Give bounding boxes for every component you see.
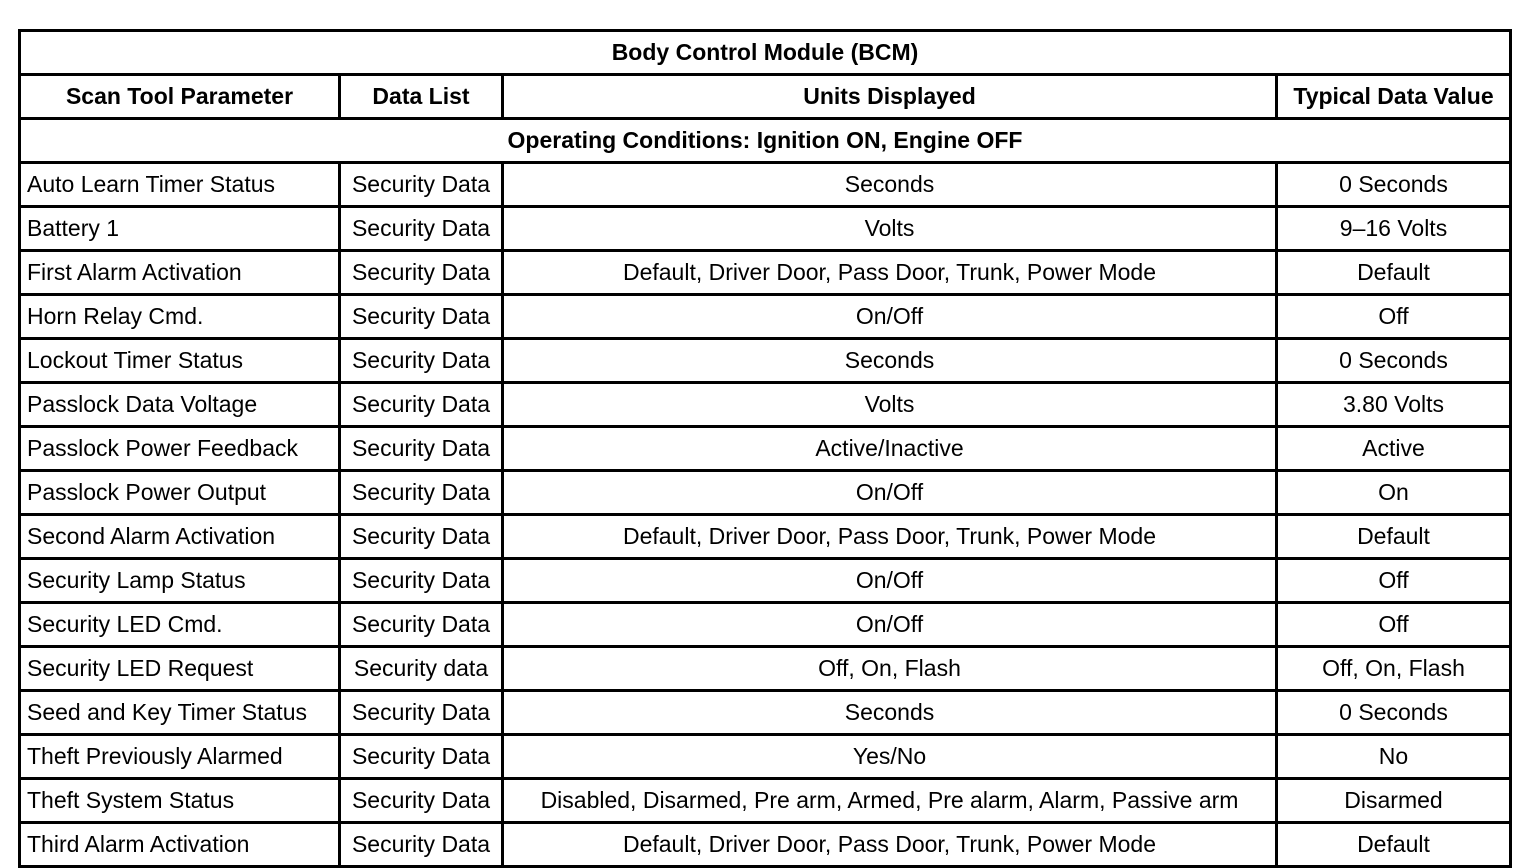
parameter-cell: Security Lamp Status [20,559,340,603]
table-row [20,735,1511,779]
parameter-cell: Seed and Key Timer Status [20,691,340,735]
units-cell: On/Off [503,559,1277,603]
units-cell: On/Off [503,295,1277,339]
typical-value-cell: Off, On, Flash [1277,647,1511,691]
typical-value-cell: Disarmed [1277,779,1511,823]
units-cell: On/Off [503,603,1277,647]
units-cell: Volts [503,383,1277,427]
units-cell: Default, Driver Door, Pass Door, Trunk, Power Mode [503,251,1277,295]
table-row [20,383,1511,427]
conditions-row [20,119,1511,163]
data-list-cell: Security Data [340,471,503,515]
parameter-cell: Battery 1 [20,207,340,251]
table-row [20,559,1511,603]
typical-value-cell: Default [1277,515,1511,559]
data-list-cell: Security Data [340,383,503,427]
typical-value-cell: 9–16 Volts [1277,207,1511,251]
typical-value-cell: Default [1277,823,1511,867]
data-list-cell: Security Data [340,339,503,383]
table-row [20,295,1511,339]
header-row [20,75,1511,119]
title-row [20,31,1511,75]
parameter-cell: Horn Relay Cmd. [20,295,340,339]
header-data-list: Data List [340,75,503,119]
typical-value-cell: 0 Seconds [1277,691,1511,735]
typical-value-cell: 0 Seconds [1277,163,1511,207]
table-row [20,207,1511,251]
header-units-displayed: Units Displayed [503,75,1277,119]
typical-value-cell: Default [1277,251,1511,295]
parameter-cell: Lockout Timer Status [20,339,340,383]
table-row [20,251,1511,295]
data-list-cell: Security Data [340,515,503,559]
table-body [20,163,1511,867]
table-row [20,339,1511,383]
table-row [20,647,1511,691]
table-row [20,603,1511,647]
parameter-cell: Theft Previously Alarmed [20,735,340,779]
units-cell: Seconds [503,163,1277,207]
data-list-cell: Security Data [340,779,503,823]
typical-value-cell: Off [1277,559,1511,603]
typical-value-cell: No [1277,735,1511,779]
typical-value-cell: Off [1277,295,1511,339]
units-cell: Seconds [503,339,1277,383]
table-title: Body Control Module (BCM) [20,31,1511,75]
header-typical-data-value: Typical Data Value [1277,75,1511,119]
units-cell: Active/Inactive [503,427,1277,471]
typical-value-cell: Active [1277,427,1511,471]
data-list-cell: Security Data [340,691,503,735]
data-list-cell: Security Data [340,295,503,339]
parameter-cell: Security LED Request [20,647,340,691]
table-row [20,779,1511,823]
units-cell: Volts [503,207,1277,251]
data-list-cell: Security Data [340,735,503,779]
units-cell: Default, Driver Door, Pass Door, Trunk, Power Mode [503,823,1277,867]
units-cell: Yes/No [503,735,1277,779]
parameter-cell: First Alarm Activation [20,251,340,295]
typical-value-cell: On [1277,471,1511,515]
parameter-cell: Theft System Status [20,779,340,823]
parameter-cell: Passlock Data Voltage [20,383,340,427]
units-cell: On/Off [503,471,1277,515]
header-scan-tool-parameter: Scan Tool Parameter [20,75,340,119]
parameter-cell: Second Alarm Activation [20,515,340,559]
data-list-cell: Security Data [340,823,503,867]
parameter-cell: Passlock Power Feedback [20,427,340,471]
data-list-cell: Security Data [340,207,503,251]
parameter-cell: Auto Learn Timer Status [20,163,340,207]
units-cell: Disabled, Disarmed, Pre arm, Armed, Pre alarm, Alarm, Passive arm [503,779,1277,823]
units-cell: Default, Driver Door, Pass Door, Trunk, Power Mode [503,515,1277,559]
table-row [20,691,1511,735]
bcm-data-table [18,29,1512,868]
parameter-cell: Security LED Cmd. [20,603,340,647]
table-row [20,515,1511,559]
operating-conditions: Operating Conditions: Ignition ON, Engine OFF [20,119,1511,163]
table-row [20,163,1511,207]
data-list-cell: Security Data [340,603,503,647]
data-list-cell: Security Data [340,427,503,471]
parameter-cell: Third Alarm Activation [20,823,340,867]
table-row [20,427,1511,471]
data-list-cell: Security Data [340,251,503,295]
data-list-cell: Security data [340,647,503,691]
typical-value-cell: Off [1277,603,1511,647]
typical-value-cell: 3.80 Volts [1277,383,1511,427]
units-cell: Seconds [503,691,1277,735]
data-list-cell: Security Data [340,163,503,207]
units-cell: Off, On, Flash [503,647,1277,691]
table-row [20,471,1511,515]
typical-value-cell: 0 Seconds [1277,339,1511,383]
table-row [20,823,1511,867]
parameter-cell: Passlock Power Output [20,471,340,515]
data-list-cell: Security Data [340,559,503,603]
